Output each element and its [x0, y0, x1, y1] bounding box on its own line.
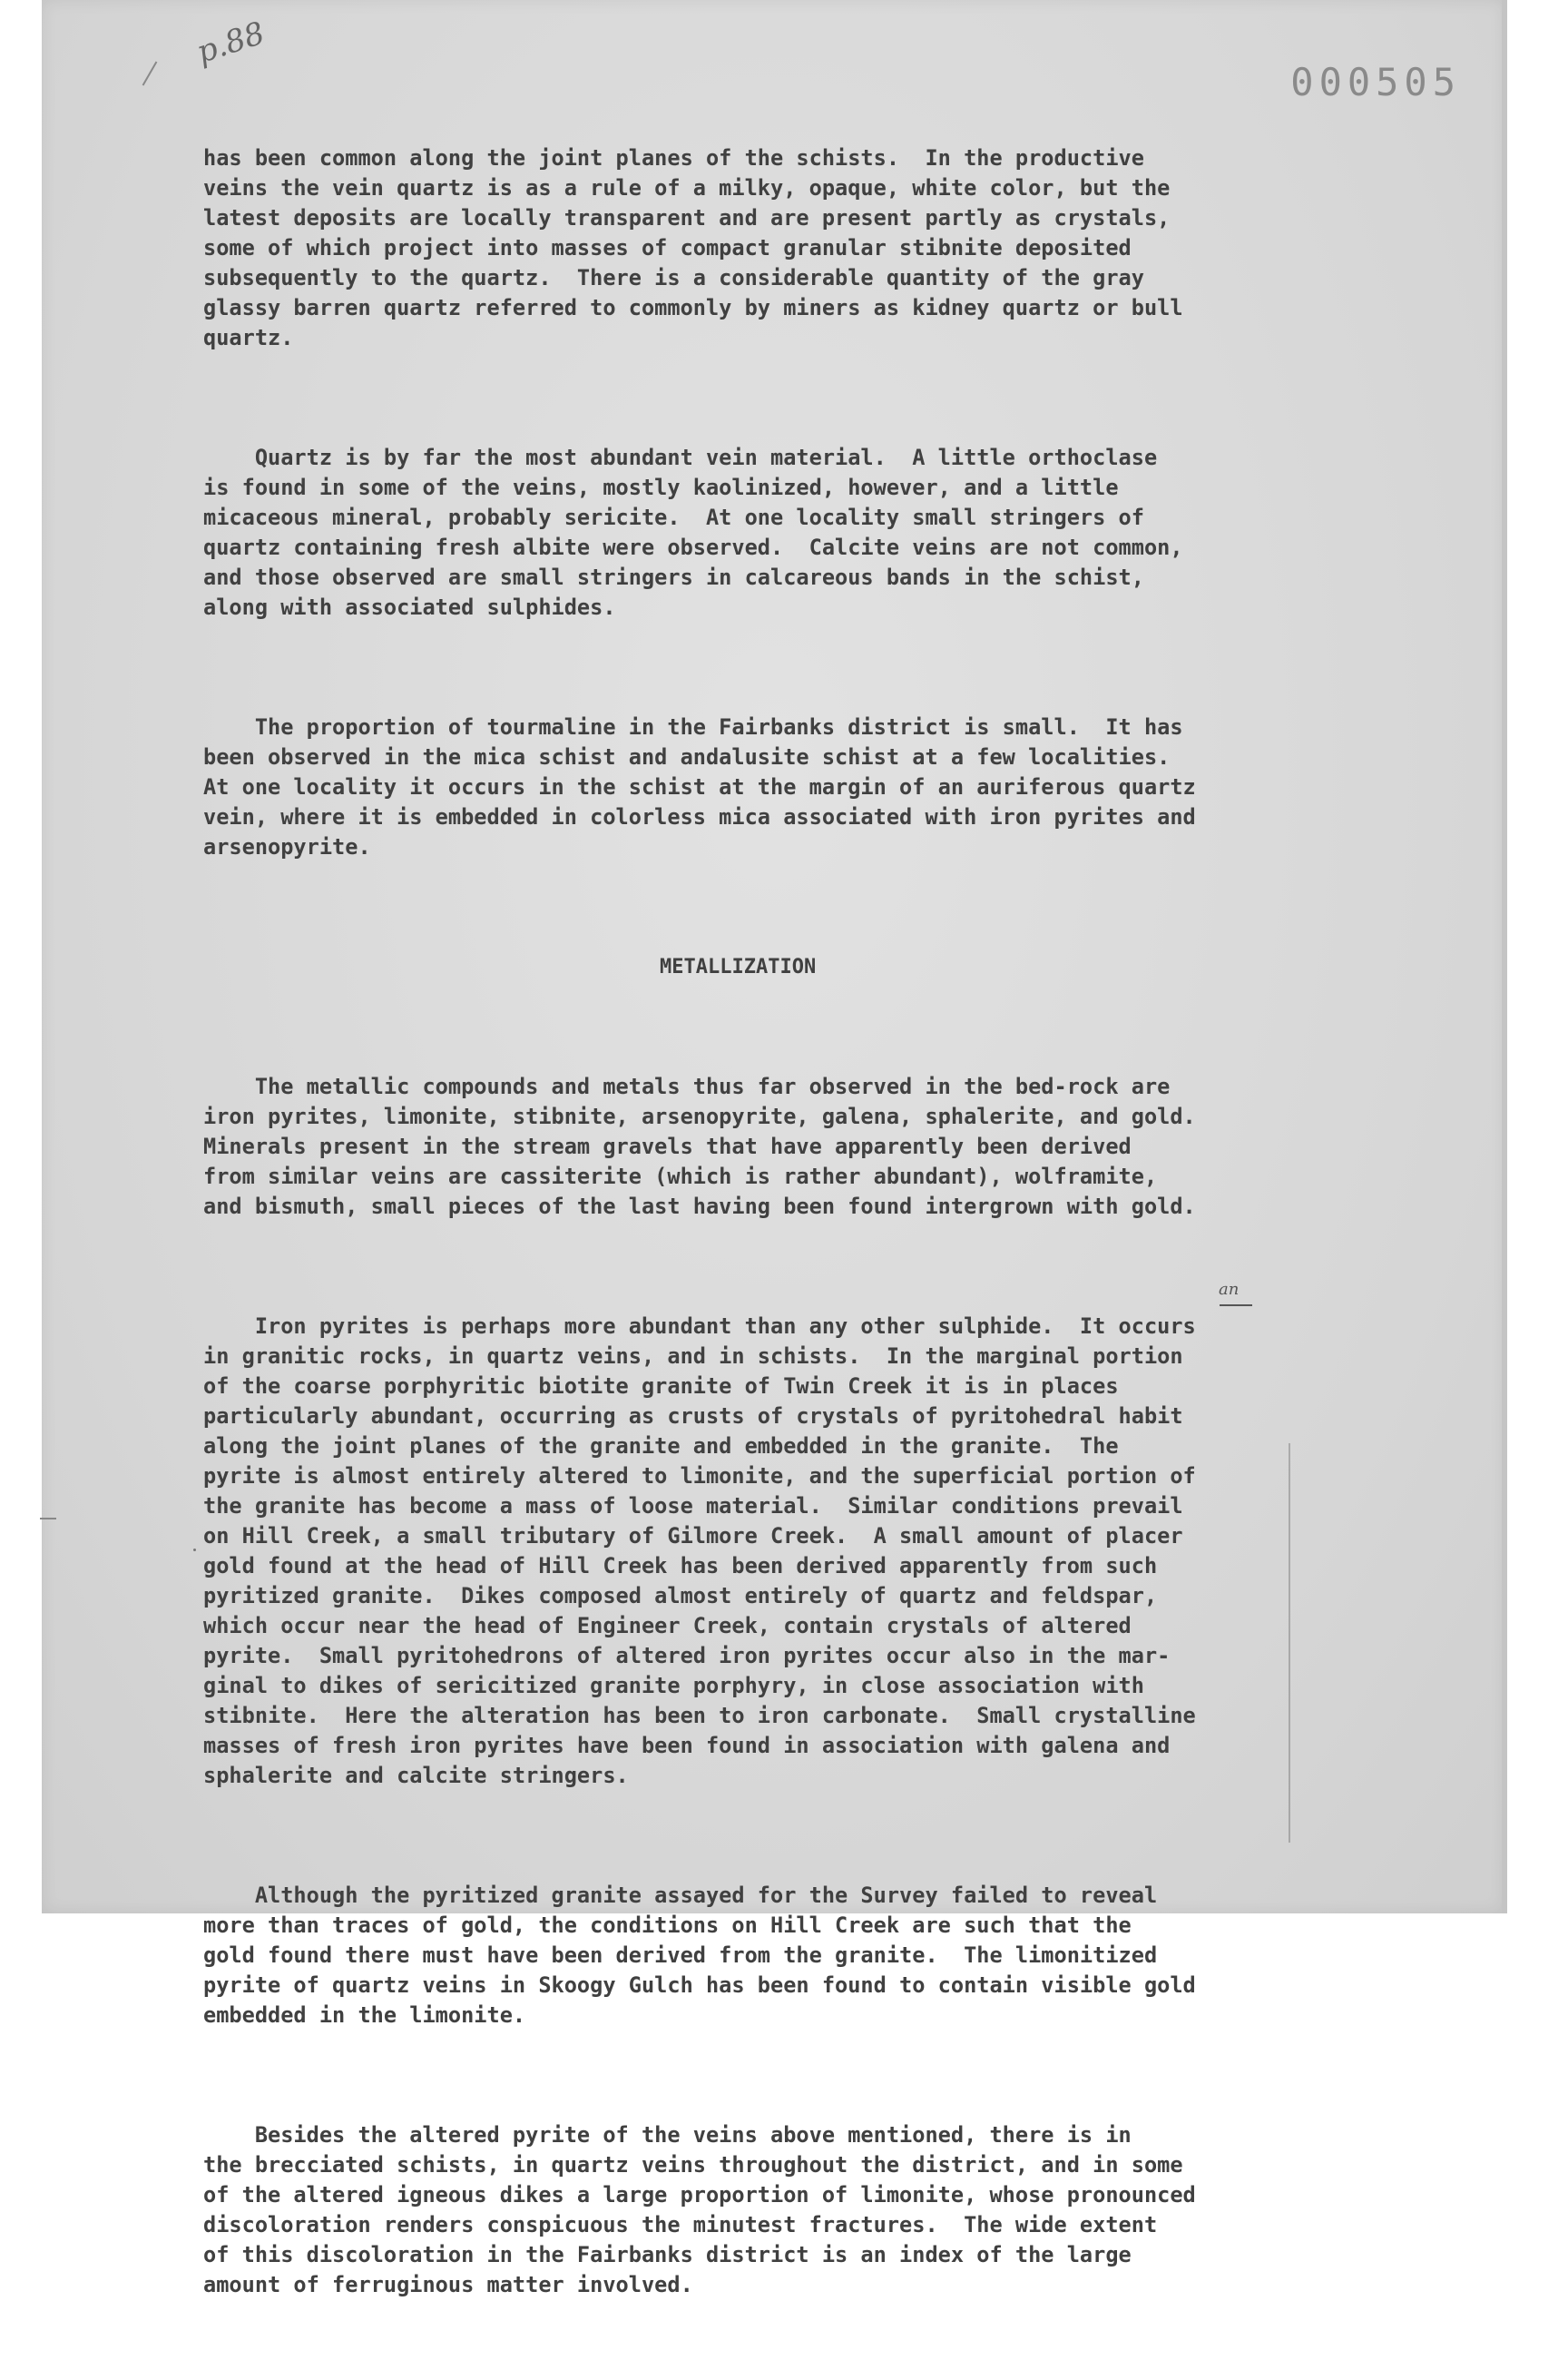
- margin-dot-mark: [193, 1549, 196, 1551]
- strikethrough-mark: [1220, 1304, 1252, 1306]
- paragraph-vein-quartz: has been common along the joint planes of the schists. In the productive veins the vein quartz is as a rule of a milky, opaque, white color, but the latest deposits are locally transparent and are present partly as crystals, some of which project into masses of compact granular stibnite deposited subsequently to the quartz. There is a considerable quantity of the gray glassy barren quartz referred to commonly by miners as kidney quartz or bull quartz.: [203, 145, 1183, 350]
- section-heading: METALLIZATION: [660, 956, 817, 978]
- paragraph-tourmaline: The proportion of tourmaline in the Fairbanks district is small. It has been observed in the mica schist and andalusite schist at a few localities. At one locality it occurs in the schist at the margin of an auriferous quartz vein, where it is embedded in colorless mica associated with iron pyrites and arsenopyrite.: [203, 714, 1196, 860]
- handwritten-page-number: p.88: [192, 15, 270, 72]
- paragraph-metallic-compounds: The metallic compounds and metals thus far observed in the bed-rock are iron pyrites, limonite, stibnite, arsenopyrite, galena, sphalerite, and gold. Minerals present in the stream gravels that have apparently been derived from similar veins are cassiterite (which is rather abundant), wolframite, and bismuth, small pieces of the last having been found intergrown with gold.: [203, 1074, 1196, 1219]
- paragraph-quartz-abundance: Quartz is by far the most abundant vein material. A little orthoclase is found in some of the veins, mostly kaolinized, however, and a little micaceous mineral, probably sericite. At one locality small stringers of quartz containing fresh albite were observed. Calcite veins are not common, and those observed are small stringers in calcareous bands in the schist, along with associated sulphides.: [203, 445, 1183, 620]
- handwritten-correction: an: [1219, 1280, 1240, 1299]
- margin-dash-mark: [40, 1518, 56, 1519]
- scan-fold-line: [1289, 1443, 1290, 1843]
- paragraph-pyritized-granite: Although the pyritized granite assayed for the Survey failed to reveal more than traces of gold, the conditions on Hill Creek are such that the gold found there must have been derived from the granite. The limonitized pyrite of quartz veins in Skoogy Gulch has been found to contain visible gold embedded in the limonite.: [203, 1883, 1196, 2028]
- paragraph-limonite: Besides the altered pyrite of the veins above mentioned, there is in the brecciated schists, in quartz veins throughout the district, and in some of the altered igneous dikes a large proportion of limonite, whose pronounced discoloration renders conspicuous the minutest fractures. The wide extent of this discoloration in the Fairbanks district is an index of the large amount of ferruginous matter involved.: [203, 2122, 1196, 2297]
- document-body: [203, 84, 1392, 2360]
- page-edge: [1502, 0, 1507, 1913]
- paragraph-iron-pyrites: Iron pyrites is perhaps more abundant than any other sulphide. It occurs in granitic rocks, in quartz veins, and in schists. In the marginal portion of the coarse porphyritic biotite granite of Twin Creek it is in places particularly abundant, occurring as crusts of crystals of pyritohedral habit along the joint planes of the granite and embedded in the granite. The pyrite is almost entirely altered to limonite, and the superficial portion of the granite has become a mass of loose material. Similar conditions prevail on Hill Creek, a small tributary of Gilmore Creek. A small amount of placer gold found at the head of Hill Creek has been derived apparently from such pyritized granite. Dikes composed almost entirely of quartz and feldspar, which occur near the head of Engineer Creek, contain crystals of altered pyrite. Small pyritohedrons of altered iron pyrites occur also in the mar- ginal to dikes of sericitized granite porphyry, in close association with stibnite. Here the alteration has been to iron carbonate. Small crystalline masses of fresh iron pyrites have been found in association with galena and sphalerite and calcite stringers.: [203, 1313, 1196, 1788]
- document-stamp-number: 000505: [1290, 60, 1461, 104]
